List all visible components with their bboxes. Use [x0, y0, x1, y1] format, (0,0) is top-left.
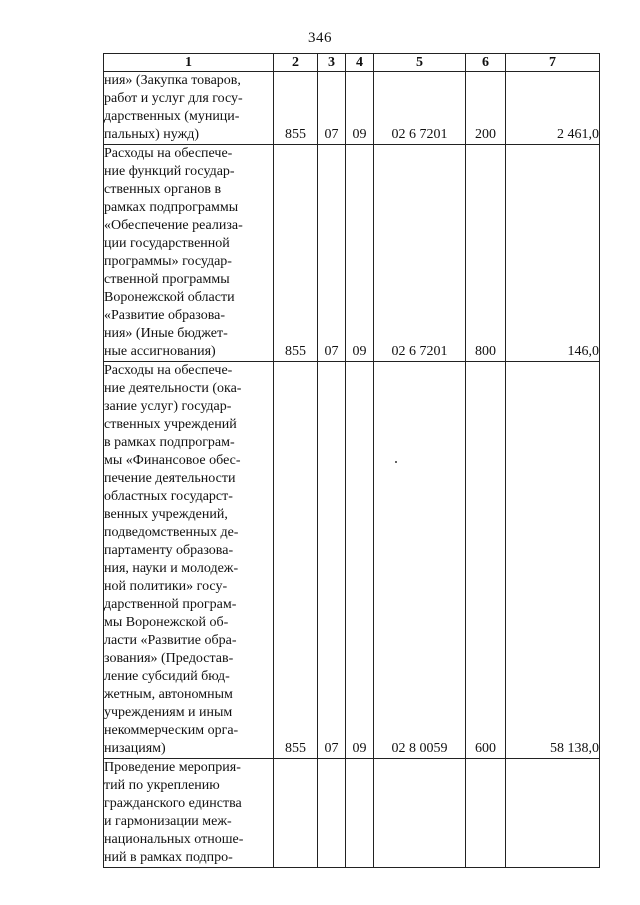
row-description: Расходы на обеспече- ние деятельности (ока- зание услуг) государ- ственных учреждений в рамках подпрограм- мы «Финансовое обес- печение деятельности областных государст- венных учреждений, подведомственных де- партаменту образова- ния, науки и молодеж- ной политики» госу- дарственной програм- мы Воронежской об- ласти «Развитие обра- зования» (Предостав- ление субсидий бюд- жетным, автономным учреждениям и иным некоммерческим орга- низациям): [104, 362, 274, 759]
header-col-1: 1: [104, 54, 274, 72]
row-amount: [506, 759, 600, 868]
row-subsection-code: 09: [346, 72, 374, 145]
row-section-code: 07: [318, 145, 346, 362]
row-section-code: 07: [318, 362, 346, 759]
row-section-code: [318, 759, 346, 868]
header-col-6: 6: [466, 54, 506, 72]
row-target-article: 02 8 0059: [374, 362, 466, 759]
row-expense-type: 200: [466, 72, 506, 145]
row-target-article: [374, 759, 466, 868]
row-amount: 2 461,0: [506, 72, 600, 145]
row-target-article: 02 6 7201: [374, 72, 466, 145]
header-col-7: 7: [506, 54, 600, 72]
row-expense-type: 600: [466, 362, 506, 759]
header-col-2: 2: [274, 54, 318, 72]
row-description: Расходы на обеспече- ние функций государ- ственных органов в рамках подпрограммы «Обеспечение реализа- ции государственной программы» государ- ственной программы Воронежской области «Развитие образова- ния» (Иные бюджет- ные ассигнования): [104, 145, 274, 362]
row-description: ния» (Закупка товаров, работ и услуг для госу- дарственных (муници- пальных) нужд): [104, 72, 274, 145]
header-col-3: 3: [318, 54, 346, 72]
row-expense-type: [466, 759, 506, 868]
page-number: 346: [308, 30, 332, 46]
table-row: [104, 145, 600, 362]
row-amount: 58 138,0: [506, 362, 600, 759]
row-expense-type: 800: [466, 145, 506, 362]
table-row: [104, 72, 600, 145]
row-target-article: 02 6 7201: [374, 145, 466, 362]
row-ministry-code: [274, 759, 318, 868]
row-description: Проведение мероприя- тий по укреплению гражданского единства и гармонизации меж- национальных отноше- ний в рамках подпро-: [104, 759, 274, 868]
row-ministry-code: 855: [274, 72, 318, 145]
row-subsection-code: 09: [346, 362, 374, 759]
row-ministry-code: 855: [274, 145, 318, 362]
table-header-row: [104, 54, 600, 72]
header-col-4: 4: [346, 54, 374, 72]
row-amount: 146,0: [506, 145, 600, 362]
table-row: [104, 759, 600, 868]
scan-speck: [395, 461, 397, 463]
row-subsection-code: [346, 759, 374, 868]
row-section-code: 07: [318, 72, 346, 145]
budget-table: [103, 53, 600, 868]
row-subsection-code: 09: [346, 145, 374, 362]
header-col-5: 5: [374, 54, 466, 72]
table-row: [104, 362, 600, 759]
row-ministry-code: 855: [274, 362, 318, 759]
